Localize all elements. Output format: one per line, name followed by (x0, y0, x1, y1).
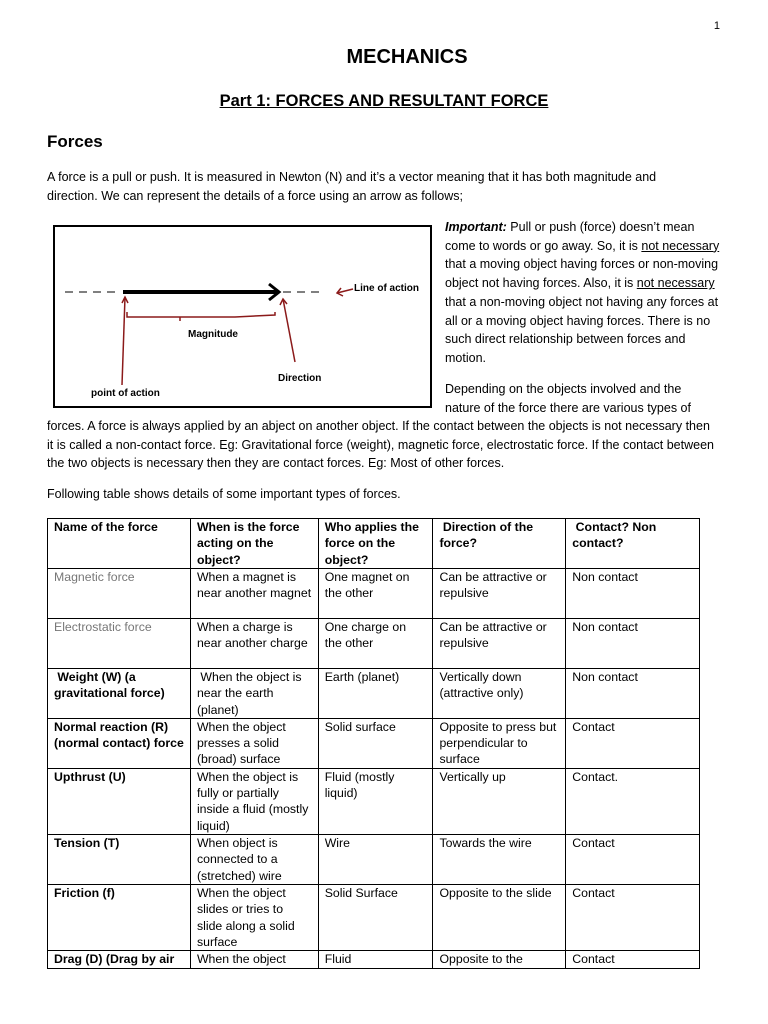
point-of-action-label: point of action (91, 388, 160, 399)
table-row (48, 951, 700, 969)
part-title: Part 1: FORCES AND RESULTANT FORCE (219, 92, 549, 110)
line-of-action-label: Line of action (354, 283, 419, 294)
cell: Towards the wire (433, 835, 566, 885)
cell: Can be attractive or repulsive (433, 619, 566, 669)
cell: Upthrust (U) (48, 768, 191, 834)
cell: Solid Surface (318, 884, 433, 950)
cell: Solid surface (318, 718, 433, 768)
important-note: Important: Pull or push (force) doesn’t mean come to words or go away. So, it is not necessary that a moving object having forces or non-moving object not having forces. Also, it is not necessary that a non-moving object not having any forces at all or a moving object having forces. There is no such direct relationship between forces and motion. (445, 220, 720, 365)
cell: Non contact (566, 669, 700, 719)
forces-table (47, 518, 700, 969)
cell: One magnet on the other (318, 569, 433, 619)
force-arrow-diagram (53, 225, 433, 409)
header-cell: Direction of the force? (433, 519, 566, 569)
cell: Vertically up (433, 768, 566, 834)
cell: Vertically down (attractive only) (433, 669, 566, 719)
table-header-row (48, 519, 700, 569)
direction-label: Direction (278, 373, 322, 384)
cell: Friction (f) (48, 884, 191, 950)
cell: When the object slides or tries to slide along a solid surface (190, 884, 318, 950)
cell: When the object is fully or partially inside a fluid (mostly liquid) (190, 768, 318, 834)
types-paragraph: forces. A force is always applied by an abject on another object. If the contact between the objects is not necessary then it is called a non-contact force. Eg: Gravitational force (weight), magnetic force, electrostatic force. If the contact between the two objects is necessary then they are contact forces. Eg: Most of other forces. (47, 419, 714, 470)
cell: Magnetic force (48, 569, 191, 619)
cell: When object is connected to a (stretched) wire (190, 835, 318, 885)
cell: Non contact (566, 619, 700, 669)
table-row (48, 718, 700, 768)
cell: Contact (566, 718, 700, 768)
cell: Fluid (318, 951, 433, 969)
page-number: 1 (713, 20, 720, 32)
cell: When a magnet is near another magnet (190, 569, 318, 619)
not-necessary-2: not necessary (636, 276, 715, 291)
cell: Normal reaction (R) (normal contact) force (48, 718, 191, 768)
cell: Contact (566, 835, 700, 885)
cell: When the object (190, 951, 318, 969)
table-intro: Following table shows details of some important types of forces. (47, 487, 401, 501)
cell: Opposite to press but perpendicular to surface (433, 718, 566, 768)
header-cell: Contact? Non contact? (566, 519, 700, 569)
cell: Tension (T) (48, 835, 191, 885)
cell: Can be attractive or repulsive (433, 569, 566, 619)
cell: Non contact (566, 569, 700, 619)
table-row (48, 619, 700, 669)
header-cell: When is the force acting on the object? (190, 519, 318, 569)
not-necessary-1: not necessary (641, 238, 720, 253)
cell: Contact (566, 884, 700, 950)
header-cell: Name of the force (48, 519, 191, 569)
table-row (48, 768, 700, 834)
table-row (48, 884, 700, 950)
cell: Fluid (mostly liquid) (318, 768, 433, 834)
section-title: Forces (47, 132, 103, 151)
cell: Wire (318, 835, 433, 885)
cell: One charge on the other (318, 619, 433, 669)
header-cell: Who applies the force on the object? (318, 519, 433, 569)
cell: When the object is near the earth (planet) (190, 669, 318, 719)
types-paragraph-start: Depending on the objects involved and the nature of the force there are various types of (445, 382, 691, 415)
cell: Contact. (566, 768, 700, 834)
magnitude-label: Magnitude (188, 329, 238, 340)
table-row (48, 569, 700, 619)
cell: When a charge is near another charge (190, 619, 318, 669)
cell: Contact (566, 951, 700, 969)
intro-paragraph: A force is a pull or push. It is measured in Newton (N) and it’s a vector meaning that it has both magnitude and direction. We can represent the details of a force using an arrow as follows; (47, 170, 657, 203)
cell: Earth (planet) (318, 669, 433, 719)
cell: Opposite to the slide (433, 884, 566, 950)
cell: Weight (W) (a gravitational force) (48, 669, 191, 719)
cell: Electrostatic force (48, 619, 191, 669)
cell: Drag (D) (Drag by air (48, 951, 191, 969)
important-label: Important: (445, 220, 507, 234)
table-row (48, 669, 700, 719)
cell: When the object presses a solid (broad) surface (190, 718, 318, 768)
cell: Opposite to the (433, 951, 566, 969)
table-row (48, 835, 700, 885)
document-title: MECHANICS (346, 46, 468, 68)
